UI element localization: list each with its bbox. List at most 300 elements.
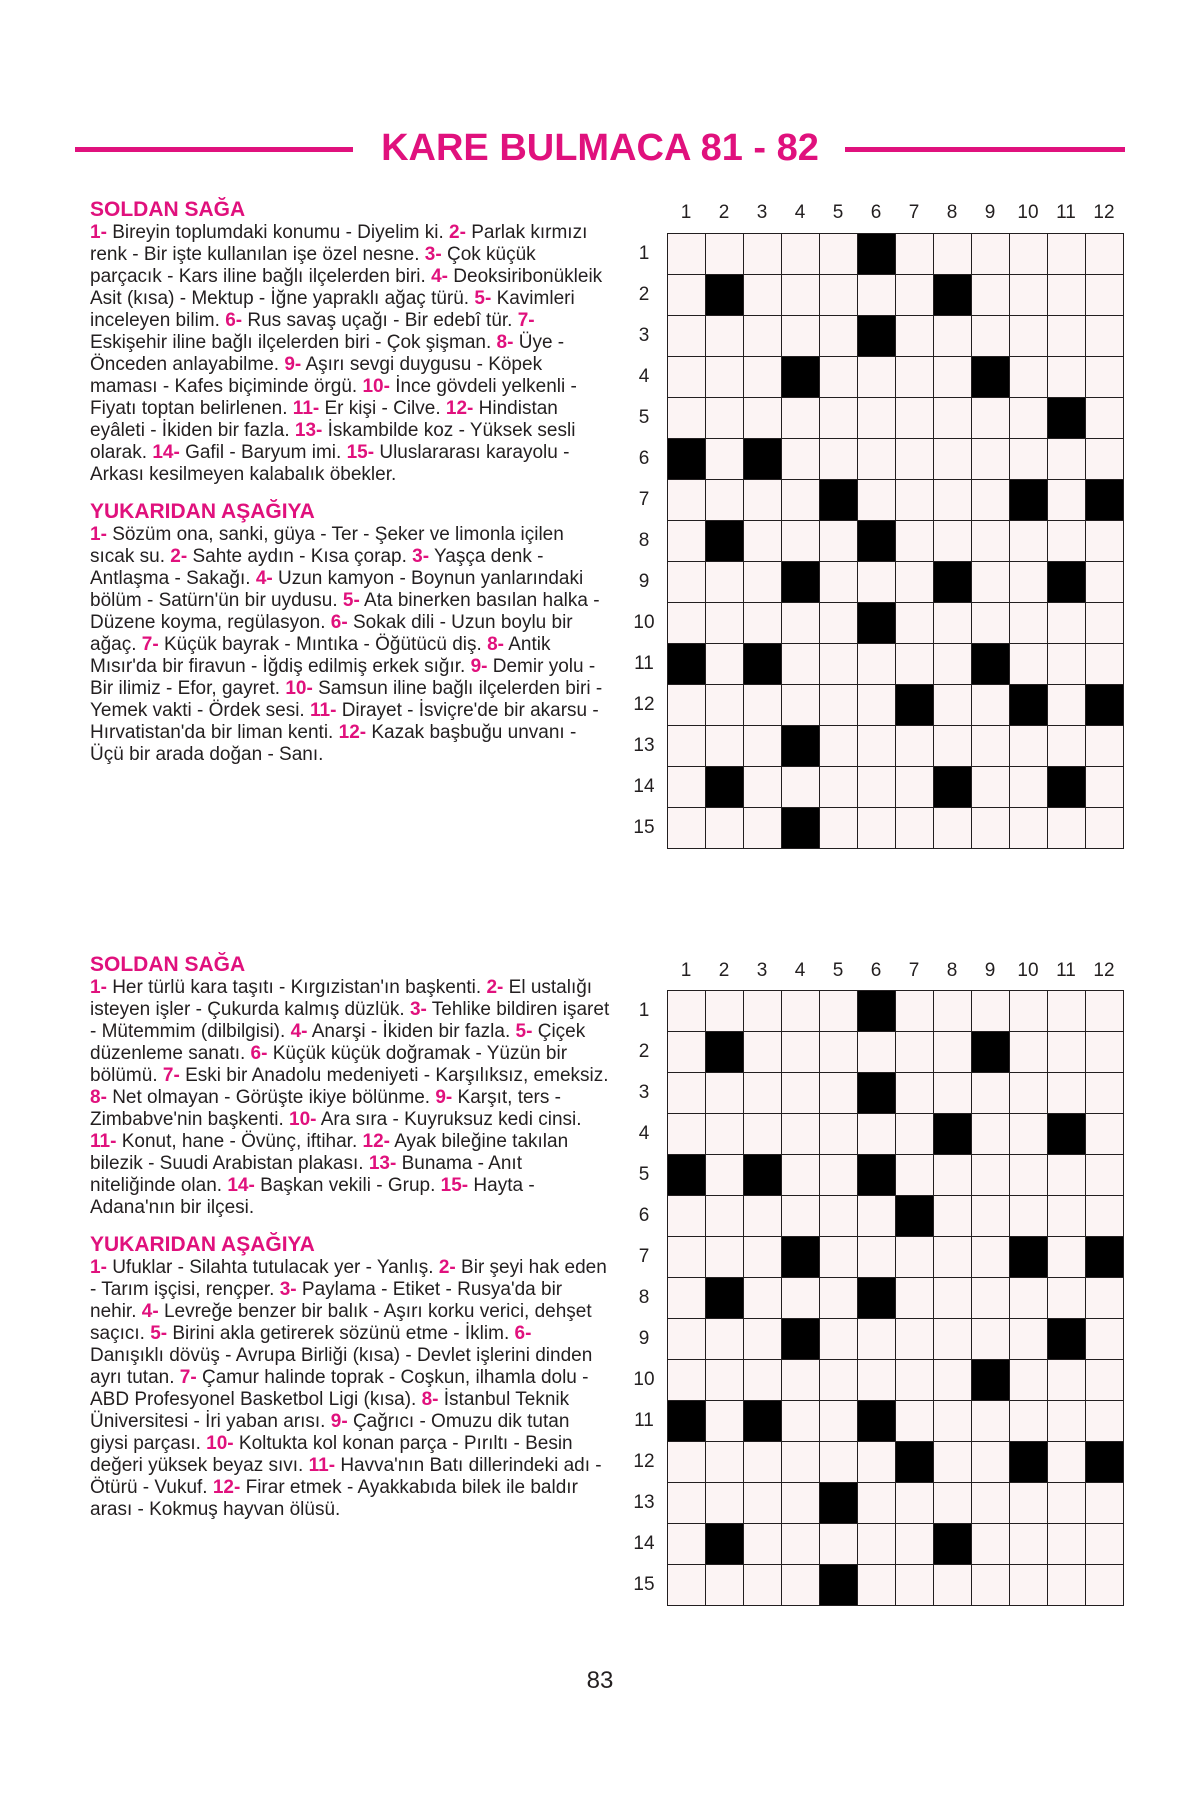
answer-cell[interactable]	[744, 726, 782, 767]
answer-cell[interactable]	[858, 439, 896, 480]
answer-cell[interactable]	[1086, 357, 1124, 398]
answer-cell[interactable]	[706, 1155, 744, 1196]
answer-cell[interactable]	[1048, 1442, 1086, 1483]
answer-cell[interactable]	[1010, 275, 1048, 316]
answer-cell[interactable]	[706, 1483, 744, 1524]
answer-cell[interactable]	[820, 1401, 858, 1442]
answer-cell[interactable]	[896, 234, 934, 275]
answer-cell[interactable]	[1086, 1360, 1124, 1401]
answer-cell[interactable]	[1048, 1237, 1086, 1278]
answer-cell[interactable]	[972, 685, 1010, 726]
answer-cell[interactable]	[858, 480, 896, 521]
answer-cell[interactable]	[896, 1073, 934, 1114]
answer-cell[interactable]	[972, 1073, 1010, 1114]
answer-cell[interactable]	[668, 1442, 706, 1483]
answer-cell[interactable]	[744, 1483, 782, 1524]
answer-cell[interactable]	[1086, 1278, 1124, 1319]
answer-cell[interactable]	[934, 726, 972, 767]
answer-cell[interactable]	[820, 1237, 858, 1278]
answer-cell[interactable]	[1048, 1360, 1086, 1401]
answer-cell[interactable]	[858, 1524, 896, 1565]
answer-cell[interactable]	[1010, 1032, 1048, 1073]
answer-cell[interactable]	[896, 767, 934, 808]
answer-cell[interactable]	[706, 398, 744, 439]
answer-cell[interactable]	[1086, 726, 1124, 767]
answer-cell[interactable]	[896, 644, 934, 685]
answer-cell[interactable]	[820, 1196, 858, 1237]
answer-cell[interactable]	[744, 234, 782, 275]
answer-cell[interactable]	[972, 1565, 1010, 1606]
answer-cell[interactable]	[972, 521, 1010, 562]
answer-cell[interactable]	[706, 1196, 744, 1237]
answer-cell[interactable]	[744, 1237, 782, 1278]
answer-cell[interactable]	[1010, 991, 1048, 1032]
answer-cell[interactable]	[934, 1319, 972, 1360]
answer-cell[interactable]	[934, 234, 972, 275]
answer-cell[interactable]	[934, 1360, 972, 1401]
answer-cell[interactable]	[858, 562, 896, 603]
answer-cell[interactable]	[972, 1319, 1010, 1360]
answer-cell[interactable]	[782, 1483, 820, 1524]
answer-cell[interactable]	[896, 808, 934, 849]
answer-cell[interactable]	[858, 1032, 896, 1073]
answer-cell[interactable]	[706, 1114, 744, 1155]
answer-cell[interactable]	[1086, 398, 1124, 439]
answer-cell[interactable]	[782, 1278, 820, 1319]
answer-cell[interactable]	[706, 357, 744, 398]
answer-cell[interactable]	[934, 1565, 972, 1606]
answer-cell[interactable]	[1086, 234, 1124, 275]
answer-cell[interactable]	[706, 316, 744, 357]
answer-cell[interactable]	[782, 521, 820, 562]
answer-cell[interactable]	[668, 1278, 706, 1319]
answer-cell[interactable]	[972, 1196, 1010, 1237]
answer-cell[interactable]	[1048, 480, 1086, 521]
answer-cell[interactable]	[744, 316, 782, 357]
answer-cell[interactable]	[1048, 1155, 1086, 1196]
answer-cell[interactable]	[1010, 398, 1048, 439]
answer-cell[interactable]	[934, 521, 972, 562]
answer-cell[interactable]	[858, 685, 896, 726]
answer-cell[interactable]	[896, 1565, 934, 1606]
answer-cell[interactable]	[972, 1401, 1010, 1442]
answer-cell[interactable]	[706, 685, 744, 726]
answer-cell[interactable]	[1048, 1073, 1086, 1114]
answer-cell[interactable]	[668, 316, 706, 357]
answer-cell[interactable]	[858, 726, 896, 767]
answer-cell[interactable]	[820, 808, 858, 849]
answer-cell[interactable]	[668, 275, 706, 316]
answer-cell[interactable]	[896, 1401, 934, 1442]
answer-cell[interactable]	[1086, 1401, 1124, 1442]
answer-cell[interactable]	[934, 480, 972, 521]
answer-cell[interactable]	[820, 1524, 858, 1565]
answer-cell[interactable]	[782, 275, 820, 316]
answer-cell[interactable]	[668, 991, 706, 1032]
answer-cell[interactable]	[1048, 808, 1086, 849]
answer-cell[interactable]	[744, 480, 782, 521]
answer-cell[interactable]	[858, 1196, 896, 1237]
answer-cell[interactable]	[972, 1278, 1010, 1319]
answer-cell[interactable]	[972, 275, 1010, 316]
answer-cell[interactable]	[782, 480, 820, 521]
answer-cell[interactable]	[668, 685, 706, 726]
answer-cell[interactable]	[744, 1032, 782, 1073]
answer-cell[interactable]	[820, 1032, 858, 1073]
answer-cell[interactable]	[744, 808, 782, 849]
answer-cell[interactable]	[744, 991, 782, 1032]
answer-cell[interactable]	[1048, 357, 1086, 398]
answer-cell[interactable]	[972, 234, 1010, 275]
answer-cell[interactable]	[934, 1237, 972, 1278]
answer-cell[interactable]	[934, 1278, 972, 1319]
answer-cell[interactable]	[1086, 1196, 1124, 1237]
answer-cell[interactable]	[706, 1401, 744, 1442]
answer-cell[interactable]	[782, 1155, 820, 1196]
answer-cell[interactable]	[820, 316, 858, 357]
answer-cell[interactable]	[972, 1483, 1010, 1524]
answer-cell[interactable]	[820, 1319, 858, 1360]
answer-cell[interactable]	[782, 1401, 820, 1442]
answer-cell[interactable]	[972, 603, 1010, 644]
answer-cell[interactable]	[668, 1483, 706, 1524]
answer-cell[interactable]	[858, 357, 896, 398]
answer-cell[interactable]	[744, 1073, 782, 1114]
answer-cell[interactable]	[744, 562, 782, 603]
answer-cell[interactable]	[896, 1237, 934, 1278]
answer-cell[interactable]	[934, 398, 972, 439]
answer-cell[interactable]	[706, 1565, 744, 1606]
answer-cell[interactable]	[706, 1237, 744, 1278]
answer-cell[interactable]	[896, 521, 934, 562]
answer-cell[interactable]	[858, 275, 896, 316]
answer-cell[interactable]	[820, 1360, 858, 1401]
answer-cell[interactable]	[668, 1524, 706, 1565]
answer-cell[interactable]	[896, 1483, 934, 1524]
answer-cell[interactable]	[934, 991, 972, 1032]
answer-cell[interactable]	[972, 316, 1010, 357]
answer-cell[interactable]	[934, 1483, 972, 1524]
answer-cell[interactable]	[1086, 644, 1124, 685]
answer-cell[interactable]	[744, 1196, 782, 1237]
answer-cell[interactable]	[1048, 521, 1086, 562]
answer-cell[interactable]	[896, 1032, 934, 1073]
answer-cell[interactable]	[782, 1196, 820, 1237]
answer-cell[interactable]	[1010, 1565, 1048, 1606]
answer-cell[interactable]	[896, 480, 934, 521]
answer-cell[interactable]	[1010, 357, 1048, 398]
answer-cell[interactable]	[1010, 644, 1048, 685]
answer-cell[interactable]	[1010, 1524, 1048, 1565]
answer-cell[interactable]	[744, 1278, 782, 1319]
answer-cell[interactable]	[668, 1360, 706, 1401]
answer-cell[interactable]	[668, 1319, 706, 1360]
answer-cell[interactable]	[744, 767, 782, 808]
answer-cell[interactable]	[934, 644, 972, 685]
answer-cell[interactable]	[896, 357, 934, 398]
answer-cell[interactable]	[668, 767, 706, 808]
answer-cell[interactable]	[668, 1073, 706, 1114]
answer-cell[interactable]	[858, 767, 896, 808]
answer-cell[interactable]	[934, 1401, 972, 1442]
answer-cell[interactable]	[934, 808, 972, 849]
answer-cell[interactable]	[1010, 521, 1048, 562]
answer-cell[interactable]	[858, 1483, 896, 1524]
answer-cell[interactable]	[668, 1196, 706, 1237]
answer-cell[interactable]	[972, 398, 1010, 439]
answer-cell[interactable]	[1048, 603, 1086, 644]
answer-cell[interactable]	[820, 991, 858, 1032]
answer-cell[interactable]	[1010, 1196, 1048, 1237]
answer-cell[interactable]	[1048, 316, 1086, 357]
answer-cell[interactable]	[706, 480, 744, 521]
answer-cell[interactable]	[820, 1114, 858, 1155]
answer-cell[interactable]	[668, 562, 706, 603]
answer-cell[interactable]	[820, 234, 858, 275]
answer-cell[interactable]	[668, 398, 706, 439]
answer-cell[interactable]	[858, 1565, 896, 1606]
answer-cell[interactable]	[744, 1565, 782, 1606]
answer-cell[interactable]	[934, 357, 972, 398]
answer-cell[interactable]	[820, 767, 858, 808]
answer-cell[interactable]	[1048, 1401, 1086, 1442]
answer-cell[interactable]	[1086, 1524, 1124, 1565]
answer-cell[interactable]	[820, 357, 858, 398]
answer-cell[interactable]	[1086, 439, 1124, 480]
answer-cell[interactable]	[1048, 685, 1086, 726]
answer-cell[interactable]	[1010, 603, 1048, 644]
answer-cell[interactable]	[782, 991, 820, 1032]
answer-cell[interactable]	[782, 316, 820, 357]
answer-cell[interactable]	[668, 808, 706, 849]
answer-cell[interactable]	[706, 644, 744, 685]
answer-cell[interactable]	[668, 521, 706, 562]
answer-cell[interactable]	[668, 234, 706, 275]
answer-cell[interactable]	[1048, 1278, 1086, 1319]
answer-cell[interactable]	[668, 480, 706, 521]
answer-cell[interactable]	[782, 767, 820, 808]
answer-cell[interactable]	[744, 398, 782, 439]
answer-cell[interactable]	[1086, 1032, 1124, 1073]
answer-cell[interactable]	[972, 726, 1010, 767]
answer-cell[interactable]	[858, 1114, 896, 1155]
answer-cell[interactable]	[896, 398, 934, 439]
answer-cell[interactable]	[744, 357, 782, 398]
answer-cell[interactable]	[896, 1155, 934, 1196]
answer-cell[interactable]	[744, 1114, 782, 1155]
answer-cell[interactable]	[1086, 603, 1124, 644]
answer-cell[interactable]	[972, 1524, 1010, 1565]
answer-cell[interactable]	[1086, 275, 1124, 316]
answer-cell[interactable]	[782, 685, 820, 726]
answer-cell[interactable]	[972, 1237, 1010, 1278]
answer-cell[interactable]	[820, 398, 858, 439]
answer-cell[interactable]	[706, 991, 744, 1032]
answer-cell[interactable]	[934, 1196, 972, 1237]
answer-cell[interactable]	[1010, 1360, 1048, 1401]
answer-cell[interactable]	[1010, 316, 1048, 357]
answer-cell[interactable]	[934, 1032, 972, 1073]
answer-cell[interactable]	[1086, 562, 1124, 603]
answer-cell[interactable]	[896, 316, 934, 357]
answer-cell[interactable]	[706, 1360, 744, 1401]
answer-cell[interactable]	[1086, 521, 1124, 562]
answer-cell[interactable]	[1086, 1483, 1124, 1524]
answer-cell[interactable]	[858, 398, 896, 439]
answer-cell[interactable]	[1086, 1565, 1124, 1606]
answer-cell[interactable]	[896, 562, 934, 603]
answer-cell[interactable]	[896, 726, 934, 767]
answer-cell[interactable]	[782, 1114, 820, 1155]
answer-cell[interactable]	[820, 1442, 858, 1483]
answer-cell[interactable]	[896, 1524, 934, 1565]
answer-cell[interactable]	[896, 439, 934, 480]
answer-cell[interactable]	[782, 1032, 820, 1073]
answer-cell[interactable]	[1048, 726, 1086, 767]
answer-cell[interactable]	[972, 991, 1010, 1032]
answer-cell[interactable]	[1048, 275, 1086, 316]
answer-cell[interactable]	[820, 521, 858, 562]
answer-cell[interactable]	[820, 603, 858, 644]
answer-cell[interactable]	[1086, 991, 1124, 1032]
answer-cell[interactable]	[1010, 1483, 1048, 1524]
answer-cell[interactable]	[1048, 991, 1086, 1032]
answer-cell[interactable]	[858, 1319, 896, 1360]
answer-cell[interactable]	[934, 439, 972, 480]
answer-cell[interactable]	[972, 562, 1010, 603]
answer-cell[interactable]	[1010, 439, 1048, 480]
answer-cell[interactable]	[972, 808, 1010, 849]
answer-cell[interactable]	[820, 1278, 858, 1319]
answer-cell[interactable]	[782, 603, 820, 644]
answer-cell[interactable]	[934, 603, 972, 644]
answer-cell[interactable]	[972, 1114, 1010, 1155]
answer-cell[interactable]	[972, 480, 1010, 521]
answer-cell[interactable]	[1086, 767, 1124, 808]
answer-cell[interactable]	[820, 685, 858, 726]
answer-cell[interactable]	[1010, 234, 1048, 275]
answer-cell[interactable]	[1010, 1319, 1048, 1360]
answer-cell[interactable]	[706, 1073, 744, 1114]
answer-cell[interactable]	[858, 1442, 896, 1483]
answer-cell[interactable]	[1010, 726, 1048, 767]
answer-cell[interactable]	[782, 439, 820, 480]
answer-cell[interactable]	[668, 1114, 706, 1155]
answer-cell[interactable]	[668, 726, 706, 767]
answer-cell[interactable]	[1048, 1524, 1086, 1565]
answer-cell[interactable]	[1010, 1114, 1048, 1155]
answer-cell[interactable]	[896, 1278, 934, 1319]
answer-cell[interactable]	[896, 1114, 934, 1155]
answer-cell[interactable]	[668, 357, 706, 398]
answer-cell[interactable]	[782, 1565, 820, 1606]
answer-cell[interactable]	[1086, 808, 1124, 849]
answer-cell[interactable]	[782, 234, 820, 275]
answer-cell[interactable]	[706, 439, 744, 480]
answer-cell[interactable]	[972, 1155, 1010, 1196]
answer-cell[interactable]	[706, 808, 744, 849]
answer-cell[interactable]	[1048, 1483, 1086, 1524]
answer-cell[interactable]	[820, 1155, 858, 1196]
answer-cell[interactable]	[896, 991, 934, 1032]
answer-cell[interactable]	[782, 1360, 820, 1401]
answer-cell[interactable]	[1086, 1114, 1124, 1155]
answer-cell[interactable]	[744, 1319, 782, 1360]
answer-cell[interactable]	[820, 1073, 858, 1114]
answer-cell[interactable]	[706, 562, 744, 603]
answer-cell[interactable]	[934, 685, 972, 726]
answer-cell[interactable]	[934, 1155, 972, 1196]
answer-cell[interactable]	[972, 439, 1010, 480]
answer-cell[interactable]	[1048, 439, 1086, 480]
answer-cell[interactable]	[1010, 767, 1048, 808]
answer-cell[interactable]	[706, 726, 744, 767]
answer-cell[interactable]	[744, 603, 782, 644]
answer-cell[interactable]	[896, 1319, 934, 1360]
answer-cell[interactable]	[972, 1442, 1010, 1483]
answer-cell[interactable]	[744, 1360, 782, 1401]
answer-cell[interactable]	[820, 562, 858, 603]
answer-cell[interactable]	[1048, 644, 1086, 685]
answer-cell[interactable]	[820, 275, 858, 316]
answer-cell[interactable]	[1048, 1196, 1086, 1237]
answer-cell[interactable]	[1010, 1073, 1048, 1114]
answer-cell[interactable]	[782, 1442, 820, 1483]
answer-cell[interactable]	[706, 234, 744, 275]
answer-cell[interactable]	[820, 439, 858, 480]
answer-cell[interactable]	[820, 644, 858, 685]
answer-cell[interactable]	[782, 1073, 820, 1114]
answer-cell[interactable]	[858, 1237, 896, 1278]
answer-cell[interactable]	[1010, 562, 1048, 603]
answer-cell[interactable]	[1086, 1073, 1124, 1114]
answer-cell[interactable]	[744, 275, 782, 316]
answer-cell[interactable]	[668, 1565, 706, 1606]
answer-cell[interactable]	[1048, 1565, 1086, 1606]
answer-cell[interactable]	[1086, 316, 1124, 357]
answer-cell[interactable]	[744, 685, 782, 726]
answer-cell[interactable]	[668, 1237, 706, 1278]
answer-cell[interactable]	[744, 521, 782, 562]
answer-cell[interactable]	[1010, 1278, 1048, 1319]
answer-cell[interactable]	[706, 1319, 744, 1360]
answer-cell[interactable]	[782, 398, 820, 439]
answer-cell[interactable]	[858, 644, 896, 685]
answer-cell[interactable]	[896, 603, 934, 644]
answer-cell[interactable]	[782, 1524, 820, 1565]
answer-cell[interactable]	[1086, 1319, 1124, 1360]
answer-cell[interactable]	[1010, 808, 1048, 849]
answer-cell[interactable]	[668, 603, 706, 644]
answer-cell[interactable]	[820, 726, 858, 767]
answer-cell[interactable]	[706, 603, 744, 644]
answer-cell[interactable]	[744, 1524, 782, 1565]
answer-cell[interactable]	[858, 808, 896, 849]
answer-cell[interactable]	[934, 1073, 972, 1114]
answer-cell[interactable]	[1010, 1401, 1048, 1442]
answer-cell[interactable]	[858, 1360, 896, 1401]
answer-cell[interactable]	[1010, 1155, 1048, 1196]
answer-cell[interactable]	[1048, 234, 1086, 275]
answer-cell[interactable]	[668, 1032, 706, 1073]
answer-cell[interactable]	[972, 767, 1010, 808]
answer-cell[interactable]	[744, 1442, 782, 1483]
answer-cell[interactable]	[896, 275, 934, 316]
answer-cell[interactable]	[934, 316, 972, 357]
answer-cell[interactable]	[934, 1442, 972, 1483]
answer-cell[interactable]	[706, 1442, 744, 1483]
answer-cell[interactable]	[1086, 1155, 1124, 1196]
